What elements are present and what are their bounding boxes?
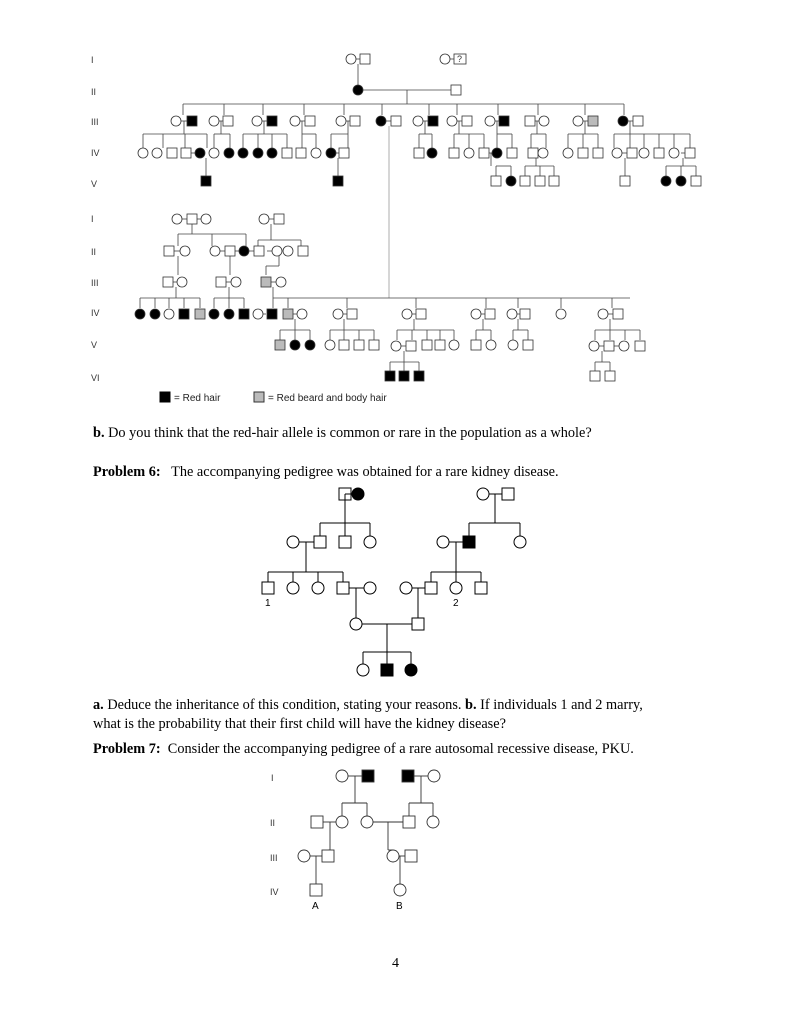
problem5-part-b <box>93 424 703 443</box>
pedigree-male <box>590 371 600 381</box>
individual-1-label: 1 <box>265 598 271 609</box>
pedigree-male <box>520 309 530 319</box>
pedigree-female <box>391 341 401 351</box>
problem6-questions <box>93 696 703 734</box>
gen-label-ii-b: II <box>91 247 97 257</box>
pedigree-male <box>296 148 306 158</box>
pedigree-male <box>405 850 417 862</box>
pedigree-female <box>336 116 346 126</box>
individual-2-label: 2 <box>453 598 459 609</box>
gen-label-vi: VI <box>91 373 100 383</box>
pedigree-male-affected <box>499 116 509 126</box>
pedigree-female <box>357 664 369 676</box>
red-hair-pedigree-lines <box>140 59 696 371</box>
pedigree-male-affected <box>267 116 277 126</box>
pedigree-male <box>163 277 173 287</box>
pedigree-male <box>479 148 489 158</box>
pedigree-female <box>152 148 162 158</box>
pedigree-male-affected <box>463 536 475 548</box>
pku-pedigree <box>298 770 440 896</box>
pedigree-male <box>525 116 535 126</box>
problem6-intro <box>93 463 703 482</box>
pedigree-female-affected <box>150 309 160 319</box>
kidney-pedigree <box>262 488 526 676</box>
gen-label-iv: IV <box>91 148 100 158</box>
pedigree-male <box>462 116 472 126</box>
pedigree-male <box>507 148 517 158</box>
pedigree-female-affected <box>239 246 249 256</box>
pedigree-female <box>413 116 423 126</box>
pedigree-male <box>528 148 538 158</box>
pedigree-male <box>593 148 603 158</box>
pedigree-female-affected <box>305 340 315 350</box>
pedigree-male-affected <box>414 371 424 381</box>
pedigree-female-affected <box>267 148 277 158</box>
pedigree-female <box>563 148 573 158</box>
pedigree-female-affected <box>353 85 363 95</box>
pedigree-female <box>400 582 412 594</box>
pedigree-female-affected <box>618 116 628 126</box>
pedigree-male <box>685 148 695 158</box>
pedigree-female <box>361 816 373 828</box>
pedigree-male-affected <box>187 116 197 126</box>
pedigree-female <box>612 148 622 158</box>
pedigree-male <box>471 340 481 350</box>
pedigree-female <box>312 582 324 594</box>
pedigree-male <box>347 309 357 319</box>
pedigree-female <box>350 618 362 630</box>
pedigree-male <box>475 582 487 594</box>
pedigree-female-affected <box>376 116 386 126</box>
red-hair-generation-labels <box>91 55 100 383</box>
pedigree-female-affected <box>405 664 417 676</box>
pedigree-male-beard <box>588 116 598 126</box>
pedigree-male-1 <box>262 582 274 594</box>
pedigree-female <box>471 309 481 319</box>
pedigree-male <box>337 582 349 594</box>
pedigree-female <box>514 536 526 548</box>
pedigree-female <box>287 536 299 548</box>
pku-generation-labels <box>270 773 279 897</box>
pedigree-male <box>578 148 588 158</box>
pedigree-male-affected <box>399 371 409 381</box>
pedigree-male <box>403 816 415 828</box>
pedigree-male <box>225 246 235 256</box>
pedigree-female <box>387 850 399 862</box>
pedigree-male <box>523 340 533 350</box>
pedigree-male <box>350 116 360 126</box>
gen-label-v: V <box>91 179 98 189</box>
pedigree-male <box>491 176 501 186</box>
page-number: 4 <box>392 956 399 971</box>
pedigree-male-a <box>310 884 322 896</box>
pedigree-female <box>485 116 495 126</box>
pedigree-female <box>333 309 343 319</box>
problem5-part-b-text: Do you think that the red-hair allele is common or rare in the population as a whole? <box>108 425 592 441</box>
pedigree-female <box>437 536 449 548</box>
pedigree-female-affected <box>326 148 336 158</box>
pedigree-female <box>253 309 263 319</box>
legend-red-beard-label: = Red beard and body hair <box>268 393 387 404</box>
problem6-part-b-text-2: what is the probability that their first child will have the kidney disease? <box>93 716 506 732</box>
pedigree-female <box>171 116 181 126</box>
pedigree-female <box>364 536 376 548</box>
problem6-intro-text: The accompanying pedigree was obtained for a rare kidney disease. <box>171 464 559 480</box>
pedigree-male <box>274 214 284 224</box>
pedigree-male <box>406 341 416 351</box>
gen-label-v-b: V <box>91 340 98 350</box>
pedigree-male <box>216 277 226 287</box>
pedigree-male <box>414 148 424 158</box>
pedigree-female-affected <box>238 148 248 158</box>
unknown-mark: ? <box>457 54 463 64</box>
problem6-part-b-label: b. <box>465 697 477 713</box>
pedigree-male-affected <box>333 176 343 186</box>
pedigree-female <box>201 214 211 224</box>
pedigree-male <box>339 148 349 158</box>
pedigree-female <box>447 116 457 126</box>
pedigree-male-beard <box>261 277 271 287</box>
pedigree-female <box>556 309 566 319</box>
pedigree-male <box>282 148 292 158</box>
pedigree-male-beard <box>195 309 205 319</box>
pedigree-male <box>435 340 445 350</box>
pedigree-female-affected <box>195 148 205 158</box>
legend-red-hair-label: = Red hair <box>174 393 221 404</box>
pedigree-female <box>589 341 599 351</box>
pedigree-female <box>180 246 190 256</box>
pedigree-male <box>620 176 630 186</box>
pedigree-male <box>422 340 432 350</box>
pedigree-female <box>172 214 182 224</box>
pedigree-male-affected <box>402 770 414 782</box>
pedigree-female <box>336 816 348 828</box>
pedigree-female <box>164 309 174 319</box>
pedigree-male-affected <box>179 309 189 319</box>
pedigree-male <box>604 341 614 351</box>
pedigree-male <box>605 371 615 381</box>
pedigree-female <box>477 488 489 500</box>
pedigree-male <box>535 176 545 186</box>
pedigree-male <box>254 246 264 256</box>
problem7-label: Problem 7: <box>93 741 161 757</box>
pedigree-female <box>283 246 293 256</box>
pedigree-female-affected <box>135 309 145 319</box>
red-hair-pedigree-individuals <box>135 54 701 381</box>
pedigree-female-affected <box>209 309 219 319</box>
pku-gen-label-ii: II <box>270 818 276 828</box>
pedigree-male <box>369 340 379 350</box>
pedigree-female <box>346 54 356 64</box>
pedigree-female <box>598 309 608 319</box>
pedigree-male <box>305 116 315 126</box>
pedigree-male <box>322 850 334 862</box>
pedigree-female <box>508 340 518 350</box>
pedigree-male <box>164 246 174 256</box>
pedigree-female <box>209 148 219 158</box>
pedigree-female <box>486 340 496 350</box>
pedigree-female-affected <box>427 148 437 158</box>
gen-label-iv-b: IV <box>91 308 100 318</box>
pedigree-female <box>287 582 299 594</box>
red-hair-legend <box>160 392 387 404</box>
pedigree-male <box>635 341 645 351</box>
pedigree-male <box>167 148 177 158</box>
pedigree-male <box>339 536 351 548</box>
gen-label-i: I <box>91 55 94 65</box>
gen-label-ii: II <box>91 87 97 97</box>
problem6-part-a-text: Deduce the inheritance of this condition, stating your reasons. <box>107 697 462 713</box>
pedigree-female <box>231 277 241 287</box>
pedigree-male-affected <box>201 176 211 186</box>
pedigree-male <box>449 148 459 158</box>
problem7-intro <box>93 740 703 759</box>
pedigree-male <box>223 116 233 126</box>
pedigree-male-affected <box>428 116 438 126</box>
pedigree-female-affected <box>506 176 516 186</box>
pedigree-female <box>272 246 282 256</box>
gen-label-iii: III <box>91 117 99 127</box>
pedigree-female-affected <box>224 148 234 158</box>
pedigree-male-beard <box>275 340 285 350</box>
pedigree-female-2 <box>450 582 462 594</box>
pedigree-male <box>354 340 364 350</box>
individual-a-label: A <box>312 901 319 912</box>
pedigree-female <box>464 148 474 158</box>
pedigree-male <box>633 116 643 126</box>
pku-gen-label-i: I <box>271 773 274 783</box>
problem7-intro-text: Consider the accompanying pedigree of a rare autosomal recessive disease, PKU. <box>167 741 634 757</box>
pedigree-female <box>539 116 549 126</box>
pedigree-female <box>402 309 412 319</box>
gen-label-i-b: I <box>91 214 94 224</box>
pedigree-female <box>507 309 517 319</box>
pedigree-female <box>669 148 679 158</box>
pedigree-male-affected <box>267 309 277 319</box>
problem6-part-a-label: a. <box>93 697 104 713</box>
gen-label-iii-b: III <box>91 278 99 288</box>
pedigree-female <box>177 277 187 287</box>
pedigree-male <box>360 54 370 64</box>
pedigree-male <box>425 582 437 594</box>
pedigree-female <box>449 340 459 350</box>
legend-red-beard-swatch <box>254 392 264 402</box>
pedigree-male <box>520 176 530 186</box>
pedigree-female <box>573 116 583 126</box>
pedigree-female-affected <box>661 176 671 186</box>
pku-gen-label-iv: IV <box>270 887 279 897</box>
pedigree-female-affected <box>253 148 263 158</box>
problem6-label: Problem 6: <box>93 464 161 480</box>
pedigree-female <box>538 148 548 158</box>
pedigree-male <box>691 176 701 186</box>
pedigree-male <box>613 309 623 319</box>
pedigree-female <box>336 770 348 782</box>
pedigree-male <box>298 246 308 256</box>
pedigree-male <box>485 309 495 319</box>
pedigree-female <box>440 54 450 64</box>
pedigree-female-affected <box>676 176 686 186</box>
pedigree-female <box>427 816 439 828</box>
pedigree-male-affected <box>362 770 374 782</box>
pedigree-female <box>364 582 376 594</box>
pedigree-female <box>325 340 335 350</box>
pedigree-female <box>428 770 440 782</box>
problem6-part-b-text-1: If individuals 1 and 2 marry, <box>480 697 643 713</box>
pedigree-female <box>209 116 219 126</box>
pedigree-female-affected <box>492 148 502 158</box>
pedigree-male <box>627 148 637 158</box>
pedigree-female-affected <box>224 309 234 319</box>
pedigree-male <box>187 214 197 224</box>
pedigree-male-affected <box>381 664 393 676</box>
individual-b-label: B <box>396 901 403 912</box>
pedigree-female <box>252 116 262 126</box>
pedigree-male <box>391 116 401 126</box>
pedigree-female <box>290 116 300 126</box>
pedigree-male-affected <box>239 309 249 319</box>
pedigree-male <box>451 85 461 95</box>
pedigree-female-b <box>394 884 406 896</box>
pedigree-male <box>181 148 191 158</box>
pedigree-male <box>502 488 514 500</box>
pedigree-female <box>297 309 307 319</box>
pedigree-female <box>298 850 310 862</box>
pedigree-female <box>639 148 649 158</box>
pku-gen-label-iii: III <box>270 853 278 863</box>
pedigree-male <box>412 618 424 630</box>
pedigree-male-beard <box>283 309 293 319</box>
pedigree-male <box>339 340 349 350</box>
pedigree-male <box>311 816 323 828</box>
pedigree-female-affected <box>352 488 364 500</box>
legend-red-hair-swatch <box>160 392 170 402</box>
pedigree-female <box>259 214 269 224</box>
pedigree-female <box>138 148 148 158</box>
problem5-part-b-label: b. <box>93 425 105 441</box>
pedigree-male <box>416 309 426 319</box>
pedigree-female <box>619 341 629 351</box>
pedigree-male <box>314 536 326 548</box>
pedigree-female <box>311 148 321 158</box>
pedigree-female-affected <box>290 340 300 350</box>
pedigree-female <box>210 246 220 256</box>
pedigree-male-affected <box>385 371 395 381</box>
pedigree-male <box>654 148 664 158</box>
pedigree-male <box>549 176 559 186</box>
pedigree-female <box>276 277 286 287</box>
